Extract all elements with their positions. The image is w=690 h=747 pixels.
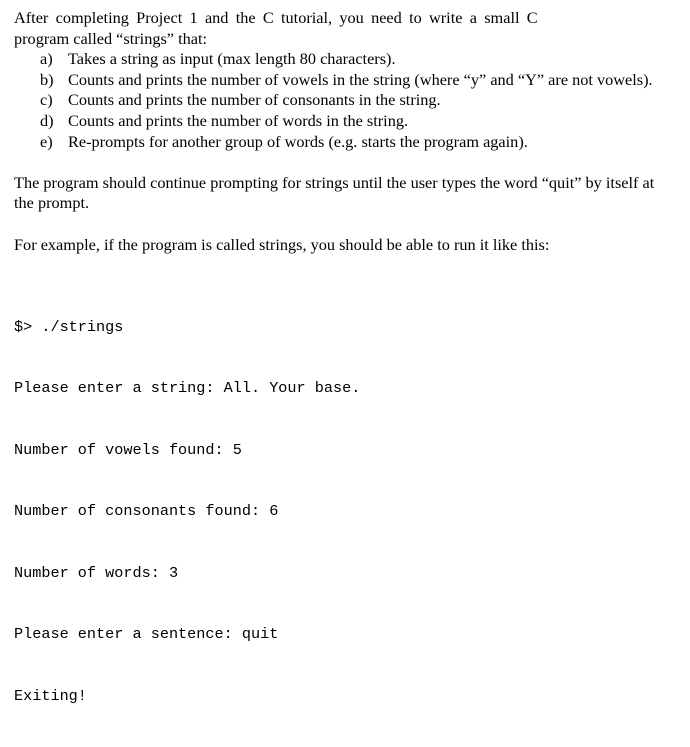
requirement-item-b <box>40 70 664 91</box>
terminal-line: Please enter a sentence: quit <box>14 625 279 644</box>
list-marker: a) <box>40 49 53 69</box>
paragraph-spacer <box>14 255 664 276</box>
paragraph-spacer <box>14 214 664 235</box>
list-marker: d) <box>40 110 54 130</box>
continue-paragraph: The program should continue prompting for strings until the user types the word “quit” by itself at the prompt. <box>14 172 655 213</box>
intro-line-1: After completing Project 1 and the C tutorial, you need to write a small C <box>14 8 538 27</box>
intro-line-2: program called “strings” that: <box>14 28 208 48</box>
terminal-line: Number of consonants found: 6 <box>14 502 279 521</box>
requirement-text: Takes a string as input (max length 80 characters). <box>68 49 396 69</box>
requirement-text: Counts and prints the number of consonants in the string. <box>68 90 441 110</box>
intro-paragraph <box>14 8 664 49</box>
requirement-item-e <box>40 132 664 153</box>
terminal-line: Number of words: 3 <box>14 563 179 582</box>
requirement-item-c <box>40 90 664 111</box>
list-marker: e) <box>40 131 53 151</box>
list-marker: b) <box>40 69 54 89</box>
terminal-line: Number of vowels found: 5 <box>14 440 242 459</box>
requirement-text: Re-prompts for another group of words (e.g. starts the program again). <box>68 131 528 151</box>
requirement-text: Counts and prints the number of words in the string. <box>68 110 409 130</box>
terminal-line: $> ./strings <box>14 317 124 336</box>
requirement-item-d <box>40 111 664 132</box>
paragraph-spacer <box>14 152 664 173</box>
requirements-list <box>14 49 664 152</box>
list-marker: c) <box>40 90 53 110</box>
terminal-line: Please enter a string: All. Your base. <box>14 379 361 398</box>
requirement-text: Counts and prints the number of vowels in the string (where “y” and “Y” are not vowels). <box>68 69 653 89</box>
requirement-item-a <box>40 49 664 70</box>
terminal-example <box>14 276 664 747</box>
assignment-document <box>14 8 664 747</box>
example-paragraph: For example, if the program is called strings, you should be able to run it like this: <box>14 234 550 254</box>
terminal-line: Exiting! <box>14 686 87 705</box>
